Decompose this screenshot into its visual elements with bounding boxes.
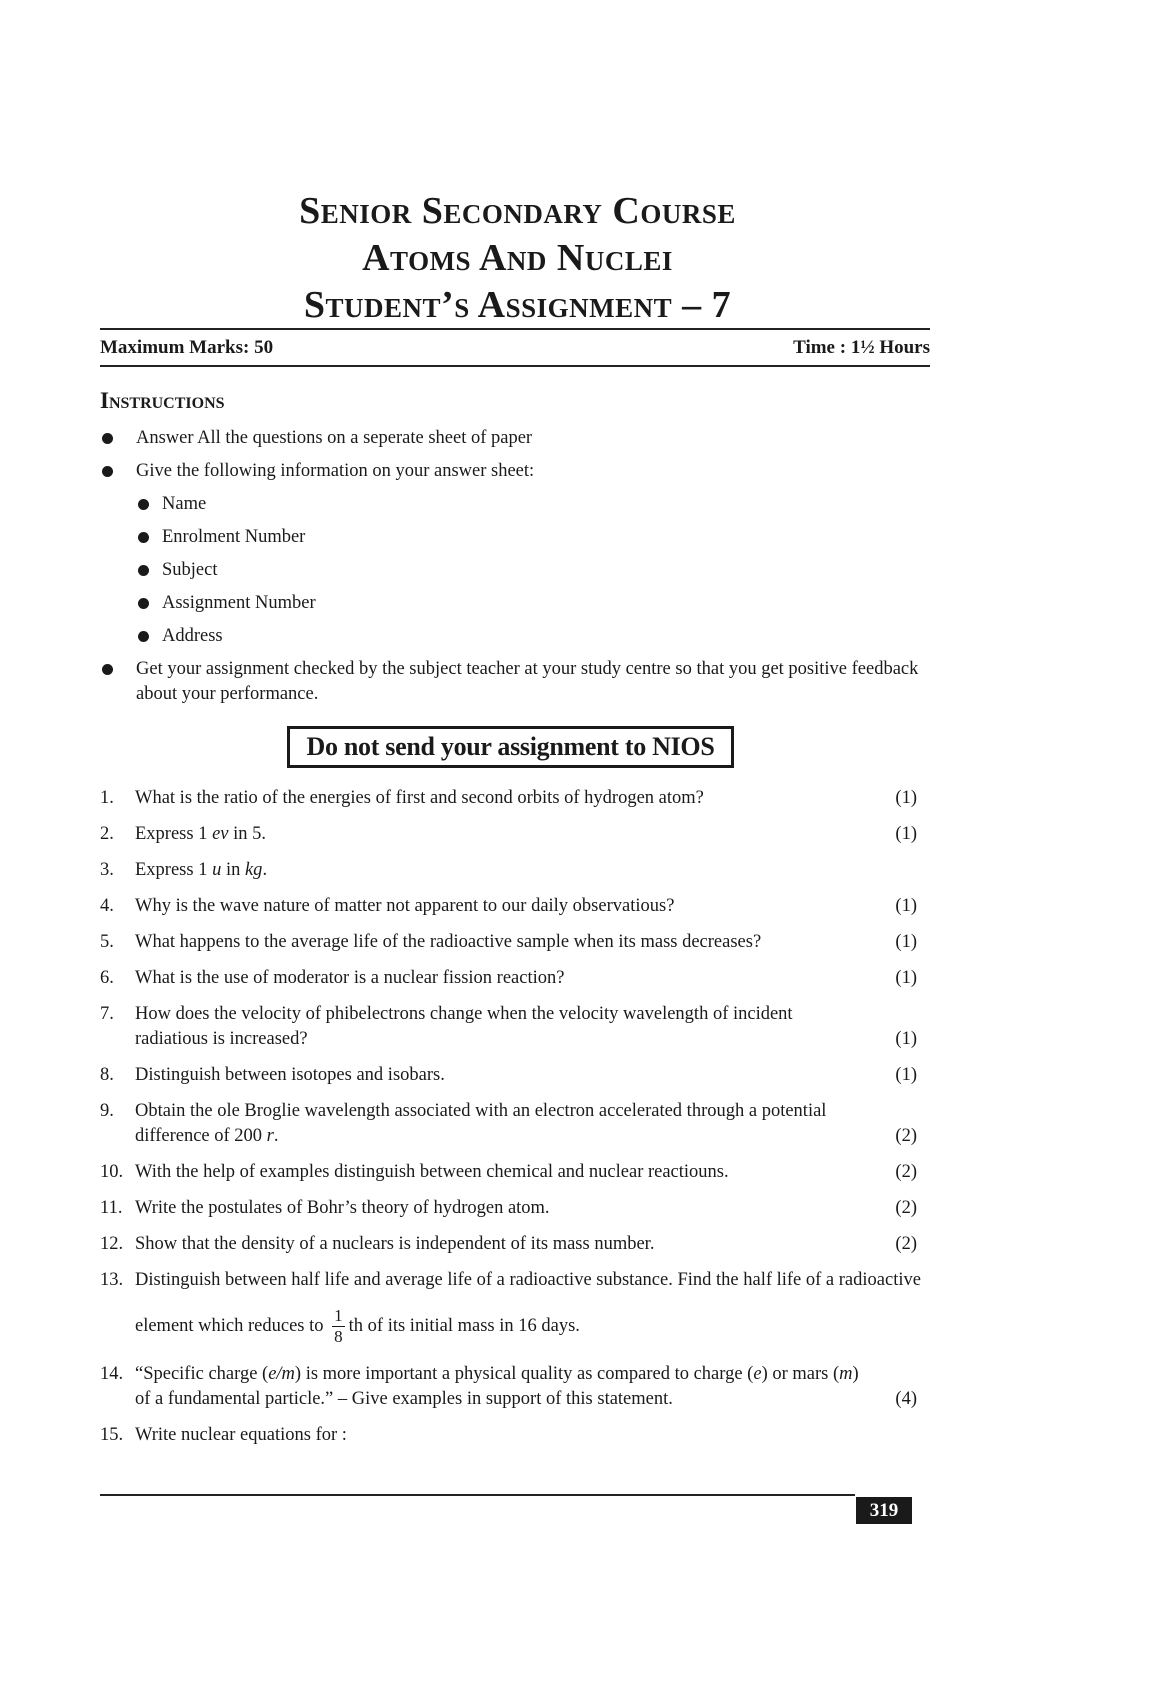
question-item: 9. Obtain the ole Broglie wavelength associated with an electron accelerated through a potential difference of 200 r. (2) <box>100 1099 930 1149</box>
question-marks: (4) <box>895 1389 917 1409</box>
question-item: 8. Distinguish between isotopes and isobars. (1) <box>100 1063 930 1088</box>
question-item: 2. Express 1 ev in 5. (1) <box>100 822 930 847</box>
question-item: 13. Distinguish between half life and average life of a radioactive substance. Find the half life of a radioactive element which reduces to $\frac{1}{8}$ th of its initial mass in 16 days. <box>100 1270 921 1347</box>
page-number: 319 <box>856 1497 912 1524</box>
question-item: 7. How does the velocity of phibelectrons change when the velocity wavelength of incident radiatious is increased? (1) <box>100 1002 930 1052</box>
footer-rule <box>100 1494 855 1496</box>
assignment-title: Student’s Assignment – 7 <box>303 284 732 326</box>
page-title-block <box>0 188 1035 329</box>
instruction-item: Get your assignment checked by the subject teacher at your study centre so that you get positive feedback about your performance. <box>100 657 930 707</box>
question-item: 11. Write the postulates of Bohr’s theory of hydrogen atom. (2) <box>100 1196 930 1221</box>
subject-title: Atoms And Nuclei <box>362 237 673 279</box>
course-title: Senior Secondary Course <box>299 190 736 232</box>
notice-box: Do not send your assignment to NIOS <box>287 726 734 768</box>
question-marks: (1) <box>895 824 917 844</box>
bullet-icon <box>102 466 113 477</box>
question-marks: (1) <box>895 968 917 988</box>
question-marks: (1) <box>895 788 917 808</box>
sub-instruction-item: Subject <box>100 558 930 583</box>
marks-bar <box>100 328 930 367</box>
question-item: 12. Show that the density of a nuclears is independent of its mass number. (2) <box>100 1232 930 1257</box>
bullet-icon <box>138 532 149 543</box>
instructions-heading: Instructions <box>100 388 225 413</box>
instructions-list <box>100 426 930 707</box>
instruction-item: Give the following information on your answer sheet: <box>100 459 930 484</box>
question-item: 4. Why is the wave nature of matter not apparent to our daily observatious? (1) <box>100 894 930 919</box>
bullet-icon <box>102 664 113 675</box>
bullet-icon <box>138 631 149 642</box>
sub-instruction-item: Enrolment Number <box>100 525 930 550</box>
bullet-icon <box>102 433 113 444</box>
question-item: 15. Write nuclear equations for : <box>100 1425 347 1445</box>
question-marks: (1) <box>895 896 917 916</box>
question-item: 10. With the help of examples distinguish between chemical and nuclear reactiouns. (2) <box>100 1160 930 1185</box>
time-limit: Time : 1½ Hours <box>793 336 930 358</box>
question-marks: (1) <box>895 1029 917 1049</box>
question-item: 1. What is the ratio of the energies of first and second orbits of hydrogen atom? (1) <box>100 786 930 811</box>
question-item: 5. What happens to the average life of the radioactive sample when its mass decreases? (1) <box>100 930 930 955</box>
sub-instruction-item: Address <box>100 624 930 649</box>
question-item: 14. “Specific charge (e/m) is more important a physical quality as compared to charge (e) or mars (m) of a fundamental particle.” – Give examples in support of this statement. (4) <box>100 1362 930 1412</box>
bullet-icon <box>138 598 149 609</box>
bullet-icon <box>138 565 149 576</box>
max-marks: Maximum Marks: 50 <box>100 336 274 358</box>
question-item: 6. What is the use of moderator is a nuclear fission reaction? (1) <box>100 966 930 991</box>
question-marks: (2) <box>895 1126 917 1146</box>
question-marks: (2) <box>895 1162 917 1182</box>
instruction-item: Answer All the questions on a seperate sheet of paper <box>100 426 930 451</box>
question-marks: (2) <box>895 1198 917 1218</box>
question-item: 3. Express 1 u in kg. <box>100 860 268 880</box>
fraction: $\frac{1}{8}$ <box>334 1306 343 1347</box>
sub-instruction-item: Name <box>100 492 930 517</box>
sub-instruction-item: Assignment Number <box>100 591 930 616</box>
question-marks: (1) <box>895 932 917 952</box>
question-marks: (2) <box>895 1234 917 1254</box>
question-list <box>100 786 930 1459</box>
question-marks: (1) <box>895 1065 917 1085</box>
bullet-icon <box>138 499 149 510</box>
